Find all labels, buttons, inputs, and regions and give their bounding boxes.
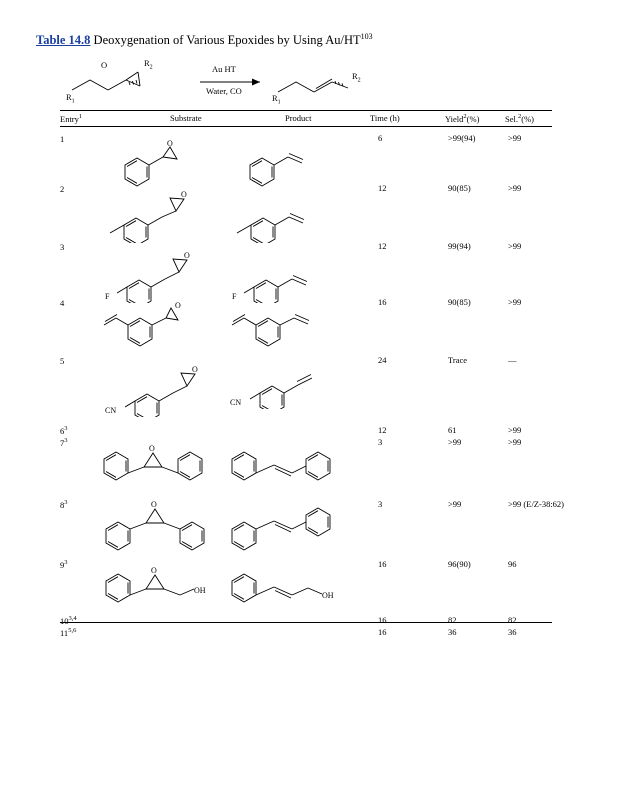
structure-substrate-2: [105, 185, 230, 243]
structure-product-7: [228, 435, 378, 490]
structure-substrate-5: [105, 355, 235, 417]
structure-product-4: [230, 301, 360, 353]
cell-time: 6: [378, 133, 383, 143]
table-header-row: [60, 111, 552, 126]
scheme-label-r1-left: $R_1$: [66, 92, 75, 105]
structure-product-9: [228, 555, 378, 613]
cell-time: 16: [378, 297, 387, 307]
table-row: $8^3$: [60, 499, 68, 510]
cell-time: 16: [378, 627, 387, 637]
scheme-label-r2-right: $R_2$: [352, 71, 361, 84]
structure-product-1: [240, 141, 350, 191]
cell-yield: 96(90): [448, 559, 471, 569]
structure-substrate-3: [105, 241, 230, 303]
scheme-reagent-catalyst: Au HT: [212, 64, 236, 74]
cell-time: 12: [378, 183, 387, 193]
cell-yield: 61: [448, 425, 457, 435]
cell-selectivity: >99: [508, 437, 522, 447]
column-header-substrate: Substrate: [170, 113, 202, 123]
table-row: 3: [60, 241, 65, 252]
atom-label-oxygen: O: [151, 566, 157, 575]
structure-product-5: [230, 347, 360, 409]
cell-selectivity: >99: [508, 183, 522, 193]
cell-yield: Trace: [448, 355, 468, 365]
scheme-label-oxygen-left: O: [101, 60, 108, 70]
cell-selectivity: >99: [508, 425, 522, 435]
cell-yield: 82: [448, 615, 457, 625]
cell-time: 16: [378, 559, 387, 569]
atom-label-cyano: CN: [105, 406, 117, 415]
data-table: [60, 110, 565, 638]
structure-substrate-1: [115, 137, 225, 192]
cell-yield: 90(85): [448, 297, 471, 307]
cell-selectivity: 82: [508, 615, 517, 625]
structure-substrate-4: [102, 299, 232, 354]
cell-yield: 99(94): [448, 241, 471, 251]
cell-yield: >99: [448, 437, 462, 447]
cell-selectivity: >99: [508, 133, 522, 143]
cell-yield: 36: [448, 627, 457, 637]
cell-selectivity: 36: [508, 627, 517, 637]
table-row: 10$^{3,4}$: [60, 615, 77, 626]
table-bottom-rule: [60, 622, 552, 623]
column-header-yield: Yield$^2$(%): [445, 113, 480, 124]
table-row: $6^3$: [60, 425, 68, 436]
cell-yield: >99: [448, 499, 462, 509]
structure-product-8: [228, 497, 378, 555]
cell-yield: >99(94): [448, 133, 476, 143]
atom-label-cyano: CN: [230, 398, 242, 407]
table-caption-text: Deoxygenation of Various Epoxides by Using Au/HT: [90, 33, 361, 48]
atom-label-oxygen: O: [151, 500, 157, 509]
table-row: 4: [60, 297, 65, 308]
cell-time: 12: [378, 241, 387, 251]
scheme-label-r2-left: $R_2$: [144, 58, 153, 71]
table-row: 1: [60, 133, 65, 144]
cell-time: 12: [378, 425, 387, 435]
reaction-scheme: [60, 56, 361, 106]
table-row: 11$^{5,6}$: [60, 627, 77, 638]
scheme-reagent-conditions: Water, CO: [206, 86, 242, 96]
cell-selectivity: >99: [508, 297, 522, 307]
atom-label-oxygen: O: [181, 190, 187, 199]
cell-selectivity: >99 (E/Z-38:62): [508, 499, 565, 509]
atom-label-oxygen: O: [192, 365, 198, 374]
cell-selectivity: >99: [508, 241, 522, 251]
caption-reference-superscript: 103: [360, 32, 373, 41]
atom-label-oxygen: O: [184, 251, 190, 260]
table-body: [60, 127, 565, 638]
column-header-selectivity: Sel.$^2$(%): [505, 113, 534, 124]
structure-product-2: [232, 189, 357, 243]
cell-selectivity: 96: [508, 559, 517, 569]
cell-time: 3: [378, 437, 383, 447]
scheme-label-r1-right: $R_1$: [272, 93, 281, 106]
atom-label-fluorine: F: [232, 292, 237, 301]
table-caption: [36, 32, 373, 48]
cell-yield: 90(85): [448, 183, 471, 193]
table-row: $9^3$: [60, 559, 68, 570]
cell-time: 16: [378, 615, 387, 625]
atom-label-oxygen: O: [149, 444, 155, 453]
column-header-time: Time (h): [370, 113, 400, 123]
cell-time: 24: [378, 355, 387, 365]
table-number: Table 14.8: [36, 33, 91, 48]
atom-label-fluorine: F: [105, 292, 110, 301]
cell-selectivity: —: [508, 355, 517, 365]
table-row: 5: [60, 355, 65, 366]
structure-product-3: [232, 245, 357, 303]
column-header-product: Product: [285, 113, 312, 123]
cell-time: 3: [378, 499, 383, 509]
atom-label-hydroxyl: OH: [194, 586, 206, 595]
table-row: $7^3$: [60, 437, 68, 448]
column-header-entry: Entry$^1$: [60, 113, 83, 124]
table-row: 2: [60, 183, 65, 194]
atom-label-hydroxyl: OH: [322, 591, 334, 600]
atom-label-oxygen: O: [167, 139, 173, 148]
atom-label-oxygen: O: [175, 301, 181, 310]
